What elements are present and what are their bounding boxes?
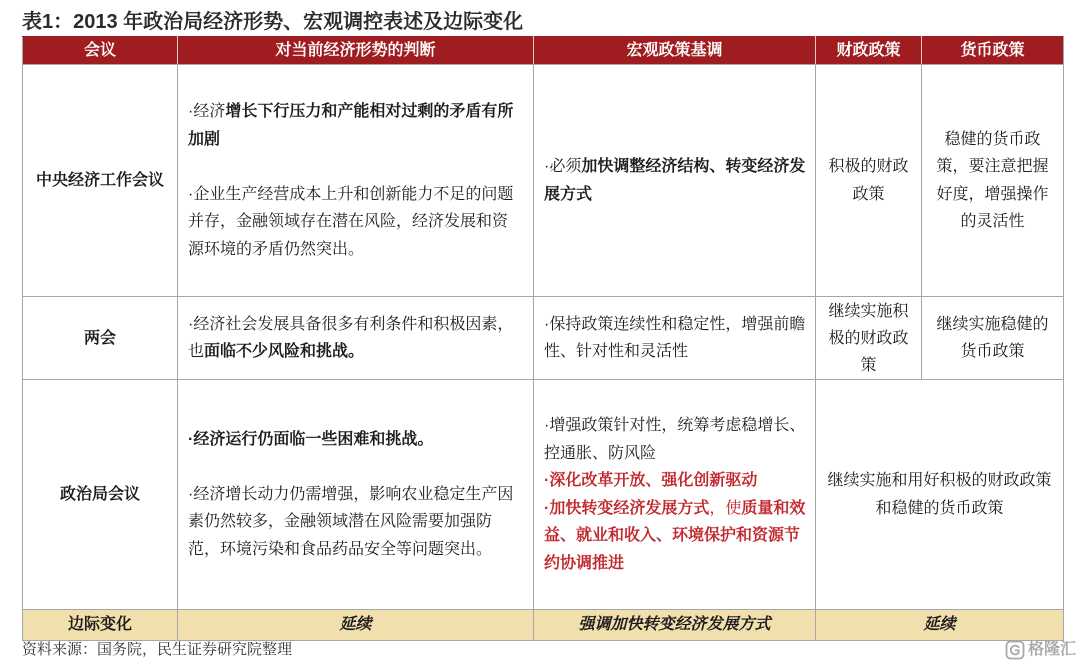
monetary-policy-cell: 稳健的货币政策，要注意把握好度，增强操作的灵活性 [922, 65, 1064, 297]
header-judgment: 对当前经济形势的判断 [178, 37, 534, 65]
point-lead: ·经济社会发展具备很多有利条件和积极因素，也 [188, 316, 514, 360]
judgment-point [188, 481, 517, 564]
judgment-cell [178, 65, 534, 297]
macro-point [544, 311, 808, 365]
macro-point [544, 153, 808, 208]
header-macro-policy: 宏观政策基调 [534, 37, 816, 65]
point-emphasis: ·经济运行仍面临一些困难和挑战。 [188, 430, 434, 448]
judgment-point [188, 98, 517, 153]
marginal-judgment-cell: 延续 [178, 610, 534, 641]
point-highlight: ·深化改革开放、强化创新驱动 [544, 472, 758, 489]
point-emphasis: 加快调整经济结构、转变经济发展方式 [544, 158, 806, 203]
point-highlight: ·加快转变经济发展方式 [544, 499, 710, 517]
monetary-policy-cell: 继续实施稳健的货币政策 [922, 297, 1064, 380]
meeting-cell: 两会 [23, 297, 178, 380]
fiscal-policy-cell: 积极的财政政策 [816, 65, 922, 297]
judgment-point [188, 311, 517, 365]
judgment-cell [178, 297, 534, 380]
source-note: 资料来源：国务院，民生证券研究院整理 [22, 641, 293, 658]
judgment-point [188, 181, 517, 264]
macro-point-highlight [544, 495, 808, 578]
marginal-fiscal-monetary-cell: 延续 [816, 610, 1064, 641]
meeting-cell: 中央经济工作会议 [23, 65, 178, 297]
macro-point [544, 412, 808, 467]
point-highlight-plain: ，使 [709, 499, 742, 517]
point-lead: ·经济 [188, 103, 226, 120]
marginal-change-row [23, 610, 1064, 641]
header-fiscal-policy: 财政政策 [816, 37, 922, 65]
meeting-cell: 政治局会议 [23, 380, 178, 610]
point-text: ·经济增长动力仍需增强，影响农业稳定生产因素仍然较多，金融领域潜在风险需要加强防范，环境污染和食品药品安全等问题突出。 [188, 485, 514, 558]
header-row [23, 37, 1064, 65]
point-emphasis: 面临不少风险和挑战。 [204, 343, 365, 360]
marginal-change-label: 边际变化 [23, 610, 178, 641]
table-row [23, 380, 1064, 610]
table-row [23, 65, 1064, 297]
macro-policy-cell [534, 65, 816, 297]
point-text: ·增强政策针对性，统筹考虑稳增长、控通胀、防风险 [544, 417, 806, 462]
fiscal-monetary-policy-cell: 继续实施和用好积极的财政政策和稳健的货币政策 [816, 380, 1064, 610]
marginal-macro-cell: 强调加快转变经济发展方式 [534, 610, 816, 641]
point-lead: ·必须 [544, 158, 582, 175]
macro-point-highlight [544, 467, 808, 495]
policy-comparison-table [22, 36, 1064, 641]
point-text: ·保持政策连续性和稳定性，增强前瞻性、针对性和灵活性 [544, 316, 806, 360]
fiscal-policy-cell: 继续实施积极的财政政策 [816, 297, 922, 380]
point-text: ·企业生产经营成本上升和创新能力不足的问题并存，金融领域存在潜在风险，经济发展和资源环境的矛盾仍然突出。 [188, 185, 514, 258]
judgment-cell [178, 380, 534, 610]
macro-policy-cell [534, 380, 816, 610]
table-row [23, 297, 1064, 380]
header-meeting: 会议 [23, 37, 178, 65]
point-highlight-tail: 质量和效益、就业和收入、环境保护和资源节约协调推进 [544, 499, 806, 572]
macro-policy-cell [534, 297, 816, 380]
table-title: 表1：2013 年政治局经济形势、宏观调控表述及边际变化 [22, 11, 524, 33]
header-monetary-policy: 货币政策 [922, 37, 1064, 65]
judgment-point [188, 426, 517, 454]
glh-logo-icon [1005, 640, 1025, 660]
watermark-text: 格隆汇 [1028, 641, 1077, 658]
point-emphasis: 增长下行压力和产能相对过剩的矛盾有所加剧 [188, 103, 514, 148]
